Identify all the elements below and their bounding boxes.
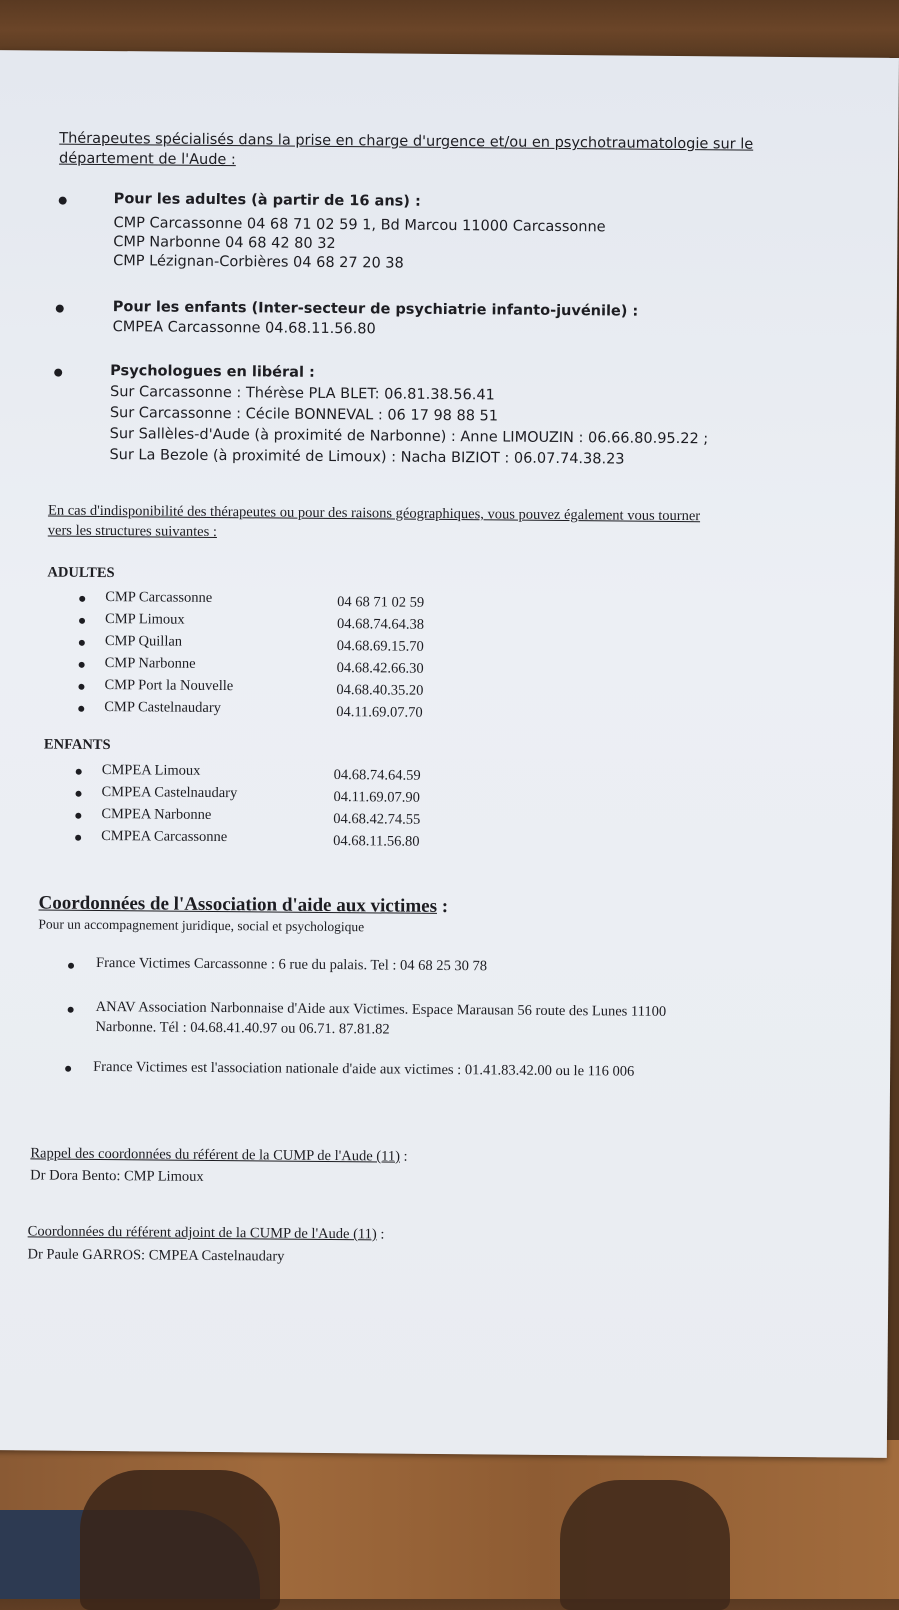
association-item-1: France Victimes Carcassonne : 6 rue du palais. Tel : 04 68 25 30 78 (95, 954, 488, 975)
bullet-icon (79, 640, 85, 646)
adultes-name-2: CMP Limoux (104, 611, 185, 628)
adultes-heading: ADULTES (47, 564, 115, 582)
enfants-name-1: CMPEA Limoux (101, 761, 201, 779)
deputy-label: Coordonnées du référent adjoint de la CUMP de l'Aude (11) (27, 1223, 377, 1243)
bullet-icon (79, 596, 85, 602)
header-line-1: Thérapeutes spécialisés dans la prise en charge d'urgence et/ou en psychotraumatologie sur le (59, 130, 754, 153)
psychologists-title: Psychologues en libéral : (110, 363, 315, 381)
bullet-icon (68, 963, 74, 969)
psychologist-line-2: Sur Carcassonne : Cécile BONNEVAL : 06 17 98 88 51 (109, 405, 499, 425)
enfants-name-3: CMPEA Narbonne (101, 805, 212, 823)
bullet-icon (78, 684, 84, 690)
adults-line-1: CMP Carcassonne 04 68 71 02 59 1, Bd Marcou 11000 Carcassonne (113, 215, 606, 236)
adultes-phone-2: 04.68.74.64.38 (336, 616, 425, 633)
adultes-name-3: CMP Quillan (104, 633, 183, 650)
adultes-name-4: CMP Narbonne (104, 655, 196, 672)
enfants-name-4: CMPEA Carcassonne (101, 827, 228, 846)
right-shoe-background (560, 1480, 730, 1610)
adultes-phone-3: 04.68.69.15.70 (336, 638, 424, 655)
adultes-name-5: CMP Port la Nouvelle (104, 677, 234, 695)
left-shoe-background (80, 1470, 280, 1610)
adults-line-2: CMP Narbonne 04 68 42 80 32 (113, 234, 336, 253)
bullet-icon (75, 835, 81, 841)
referent-label-wrap (30, 1145, 407, 1165)
association-subtitle: Pour un accompagnement juridique, social et psychologique (38, 916, 365, 935)
association-item-3: France Victimes est l'association nationale d'aide aux victimes : 01.41.83.42.00 ou le 116 006 (93, 1058, 635, 1080)
header-line-2: département de l'Aude : (59, 150, 236, 169)
association-item-2-line-1: ANAV Association Narbonnaise d'Aide aux Victimes. Espace Marausan 56 route des Lunes 11100 (95, 998, 667, 1020)
adultes-name-6: CMP Castelnaudary (104, 699, 222, 717)
adultes-phone-4: 04.68.42.66.30 (336, 660, 424, 677)
referent-value: Dr Dora Bento: CMP Limoux (30, 1167, 204, 1185)
enfants-phone-2: 04.11.69.07.90 (333, 789, 421, 806)
deputy-label-colon: : (376, 1226, 385, 1243)
bullet-icon (79, 662, 85, 668)
enfants-name-2: CMPEA Castelnaudary (101, 783, 238, 802)
children-title: Pour les enfants (Inter-secteur de psychiatrie infanto-juvénile) : (112, 299, 639, 320)
adultes-phone-1: 04 68 71 02 59 (337, 594, 425, 611)
children-line-1: CMPEA Carcassonne 04.68.11.56.80 (112, 319, 376, 338)
alternatives-line-2: vers les structures suivantes : (47, 522, 218, 540)
association-title-wrap (38, 892, 448, 918)
bullet-icon (59, 197, 67, 205)
adults-title: Pour les adultes (à partir de 16 ans) : (113, 191, 421, 210)
bullet-icon (54, 369, 62, 377)
enfants-phone-3: 04.68.42.74.55 (333, 811, 421, 828)
association-item-2-line-2: Narbonne. Tél : 04.68.41.40.97 ou 06.71. 87.81.82 (95, 1018, 390, 1038)
enfants-heading: ENFANTS (43, 736, 111, 754)
referent-label-colon: : (399, 1148, 408, 1165)
paper-sheet (0, 50, 899, 1458)
adultes-phone-5: 04.68.40.35.20 (336, 682, 424, 699)
alternatives-line-1: En cas d'indisponibilité des thérapeutes ou pour des raisons géographiques, vous pouvez également vous tourner (47, 502, 701, 525)
psychologist-line-1: Sur Carcassonne : Thérèse PLA BLET: 06.81.38.56.41 (109, 384, 495, 404)
deputy-label-wrap (28, 1223, 385, 1243)
psychologist-line-3: Sur Sallèles-d'Aude (à proximité de Narbonne) : Anne LIMOUZIN : 06.66.80.95.22 ; (109, 426, 709, 448)
deputy-value: Dr Paule GARROS: CMPEA Castelnaudary (27, 1246, 285, 1265)
adults-line-3: CMP Lézignan-Corbières 04 68 27 20 38 (113, 253, 404, 272)
bullet-icon (56, 305, 64, 313)
bullet-icon (78, 706, 84, 712)
adultes-name-1: CMP Carcassonne (105, 589, 213, 606)
bullet-icon (79, 618, 85, 624)
association-title: Coordonnées de l'Association d'aide aux victimes (38, 892, 438, 917)
enfants-phone-1: 04.68.74.64.59 (333, 767, 421, 784)
bullet-icon (75, 813, 81, 819)
bullet-icon (76, 791, 82, 797)
enfants-phone-4: 04.68.11.56.80 (333, 833, 420, 850)
bullet-icon (65, 1066, 71, 1072)
association-title-colon: : (436, 895, 449, 918)
adultes-phone-6: 04.11.69.07.70 (336, 704, 423, 721)
bullet-icon (76, 769, 82, 775)
psychologist-line-4: Sur La Bezole (à proximité de Limoux) : Nacha BIZIOT : 06.07.74.38.23 (109, 447, 625, 468)
bullet-icon (68, 1007, 74, 1013)
referent-label: Rappel des coordonnées du référent de la CUMP de l'Aude (11) (30, 1145, 401, 1165)
